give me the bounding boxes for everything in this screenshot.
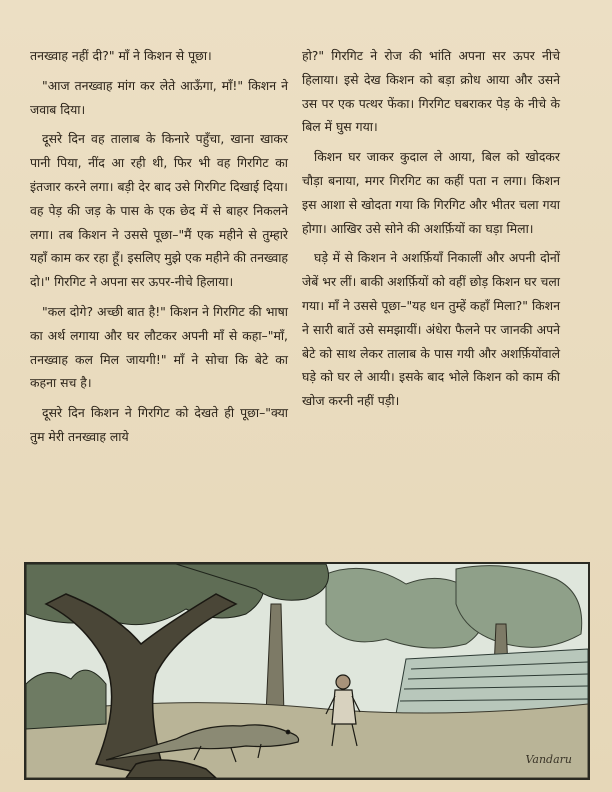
paragraph: किशन घर जाकर कुदाल ले आया, बिल को खोदकर चौड़ा बनाया, मगर गिरगिट का कहीं पता न लगा। किशन इस आशा से खोदता गया कि गिरगिट और भीतर चला गया होगा। आखिर उसे सोने की अशर्फ़ियों का घड़ा मिला। [302, 149, 560, 236]
text-columns [30, 44, 560, 544]
bushes [26, 670, 106, 729]
paragraph: दूसरे दिन वह तालाब के किनारे पहुँचा, खाना खाकर पानी पिया, नींद आ रही थी, फिर भी वह गिरगिट का इंतजार करने लगा। बड़ी देर बाद उसे गिरगिट दिखाई दिया। वह पेड़ की जड़ के पास के एक छेद में से बाहर निकलने लगा। तब किशन ने उससे पूछा–"मैं एक महीने से तुम्हारे यहाँ काम कर रहा हूँ। इसलिए मुझे एक महीने की तनख्वाह दो।" गिरगिट ने अपना सर ऊपर-नीचे हिलाया। [30, 131, 288, 290]
artist-signature: Vandaru [525, 753, 572, 766]
paragraph: "आज तनख्वाह मांग कर लेते आऊँगा, माँ!" किशन ने जवाब दिया। [30, 77, 288, 117]
paragraph: हो?" गिरगिट ने रोज की भांति अपना सर ऊपर नीचे हिलाया। इसे देख किशन को बड़ा क्रोध आया और उसने उस पर एक पत्थर फेंका। गिरगिट घबराकर पेड़ के नीचे के बिल में घुस गया। [302, 48, 560, 135]
paragraph: घड़े में से किशन ने अशर्फ़ियाँ निकालीं और अपनी दोनों जेबें भर लीं। बाकी अशर्फ़ियों को वहीं छोड़ किशन घर चला गया। माँ ने उससे पूछा–"यह धन तुम्हें कहाँ मिला?" किशन ने सारी बातें उसे समझायीं। अंधेरा फैलने पर जानकी अपने बेटे को साथ लेकर तालाब के पास गयी और अशर्फ़ियोंवाले घड़े को घर ले आयी। इसके बाद भोले किशन को काम की खोज करनी नहीं पड़ी। [302, 250, 560, 409]
story-illustration [24, 562, 590, 780]
pond [396, 649, 588, 714]
paragraph: तनख्वाह नहीं दी?" माँ ने किशन से पूछा। [30, 48, 212, 63]
left-column [30, 44, 288, 544]
right-column [302, 44, 560, 544]
paragraph: दूसरे दिन किशन ने गिरगिट को देखते ही पूछा–"क्या तुम मेरी तनख्वाह लाये [30, 405, 288, 444]
illustration-artwork [26, 564, 588, 778]
paragraph: "कल दोगे? अच्छी बात है!" किशन ने गिरगिट की भाषा का अर्थ लगाया और घर लौटकर अपनी माँ से कहा–"माँ, तनख्वाह कल मिल जायगी!" माँ ने सोचा कि बेटे का कहना सच है। [30, 303, 288, 391]
